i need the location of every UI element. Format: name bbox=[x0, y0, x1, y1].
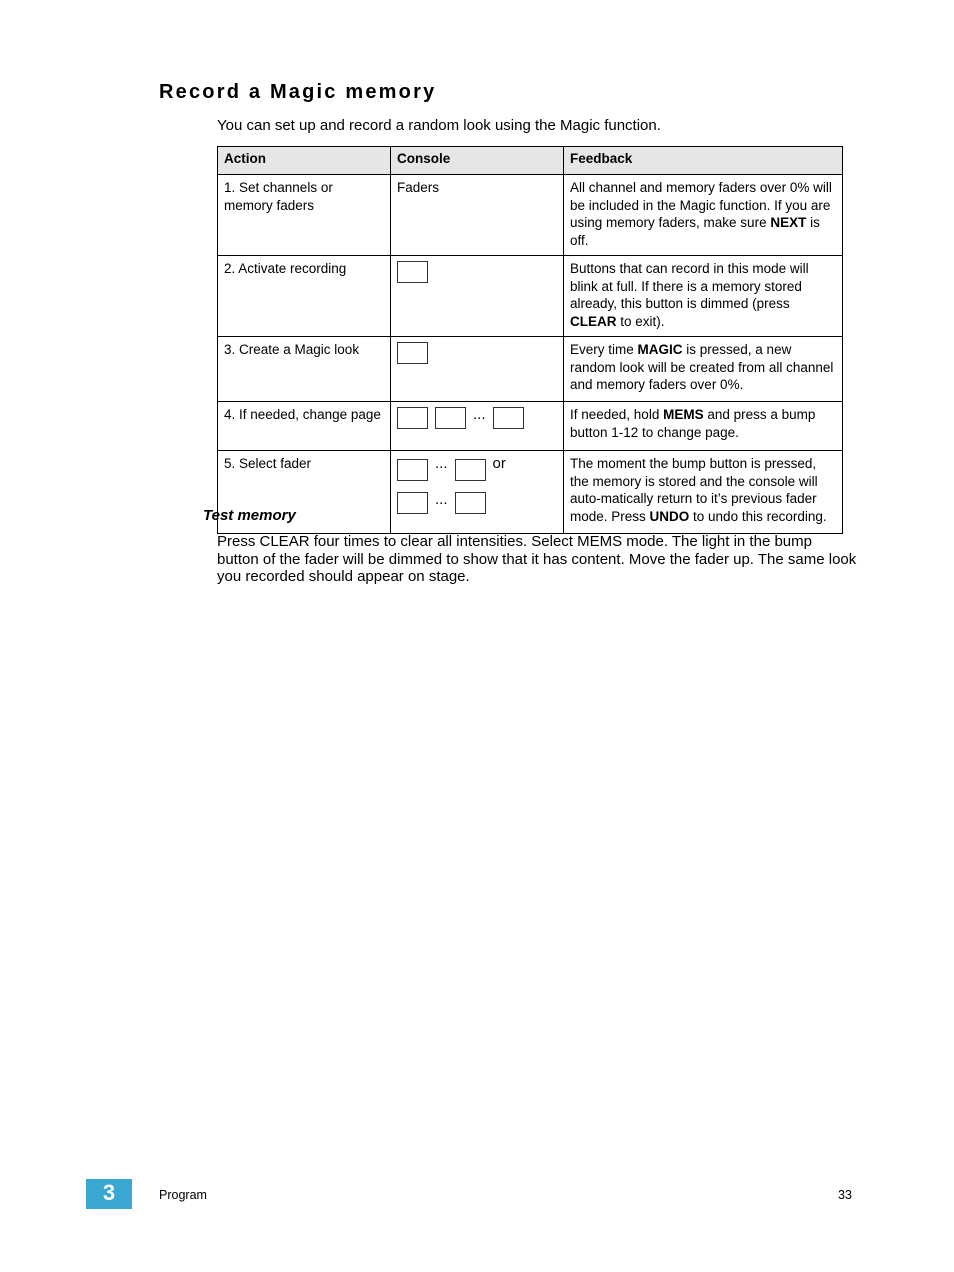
feedback-text: All channel and memory faders over 0% will be included in the Magic function. If you are using memory faders, make sure bbox=[570, 180, 832, 230]
ellipsis: ... bbox=[435, 491, 448, 508]
ellipsis: ... bbox=[473, 406, 486, 423]
bump-button-icon bbox=[397, 459, 428, 481]
action-cell: 3. Create a Magic look bbox=[218, 337, 391, 402]
action-cell: 1. Set channels or memory faders bbox=[218, 175, 391, 256]
record-button-icon bbox=[397, 261, 428, 283]
ellipsis: ... bbox=[435, 455, 448, 472]
feedback-text: and press a bump button 1-12 to change page. bbox=[570, 407, 816, 440]
table-row bbox=[218, 337, 843, 402]
bump-button-icon bbox=[435, 407, 466, 429]
chapter-badge: 3 bbox=[86, 1179, 132, 1209]
intro-text: You can set up and record a random look using the Magic function. bbox=[217, 117, 661, 134]
feedback-cell bbox=[564, 402, 843, 451]
feedback-text: The moment the bump button is pressed, the memory is stored and the console will auto-matically return to it’s previous fader mode. Press bbox=[570, 456, 818, 524]
magic-button-icon bbox=[397, 342, 428, 364]
footer-section-name: Program bbox=[159, 1188, 207, 1202]
bump-button-icon bbox=[455, 492, 486, 514]
feedback-text: If needed, hold bbox=[570, 407, 664, 422]
console-cell bbox=[391, 451, 564, 534]
table-row bbox=[218, 256, 843, 337]
feedback-cell bbox=[564, 175, 843, 256]
key-name: MAGIC bbox=[637, 342, 683, 357]
feedback-text: Buttons that can record in this mode will blink at full. If there is a memory stored already, this button is dimmed (press bbox=[570, 261, 809, 311]
key-name: UNDO bbox=[649, 508, 690, 524]
table-row bbox=[218, 451, 843, 534]
console-cell bbox=[391, 337, 564, 402]
bump-button-icon bbox=[493, 407, 524, 429]
key-name: MEMS bbox=[663, 407, 704, 422]
action-cell: 5. Select fader bbox=[218, 451, 391, 534]
column-header-console: Console bbox=[391, 147, 564, 175]
page-title: Record a Magic memory bbox=[159, 81, 437, 103]
action-cell: 4. If needed, change page bbox=[218, 402, 391, 451]
table-row bbox=[218, 402, 843, 451]
key-name: NEXT bbox=[770, 215, 807, 230]
bump-button-icon bbox=[397, 492, 428, 514]
console-cell bbox=[391, 402, 564, 451]
feedback-text: to exit). bbox=[616, 313, 665, 329]
table-header-row bbox=[218, 147, 843, 175]
feedback-cell bbox=[564, 337, 843, 402]
page-number: 33 bbox=[838, 1188, 852, 1202]
action-cell: 2. Activate recording bbox=[218, 256, 391, 337]
feedback-cell bbox=[564, 256, 843, 337]
bump-button-icon bbox=[455, 459, 486, 481]
feedback-text: is pressed, a new random look will be created from all channel and memory faders over 0%. bbox=[570, 342, 834, 392]
feedback-text: is off. bbox=[570, 215, 820, 248]
feedback-text: to undo this recording. bbox=[689, 508, 827, 524]
test-memory-text: Press CLEAR four times to clear all intensities. Select MEMS mode. The light in the bump button of the fader will be dimmed to show that it has content. Move the fader up. The same look you recorded should appear on stage. bbox=[217, 533, 857, 585]
feedback-text: Every time bbox=[570, 342, 638, 357]
mems-button-icon bbox=[397, 407, 428, 429]
table-row bbox=[218, 175, 843, 256]
column-header-feedback: Feedback bbox=[564, 147, 843, 175]
console-cell bbox=[391, 256, 564, 337]
feedback-cell bbox=[564, 451, 843, 534]
procedure-table bbox=[217, 146, 843, 534]
test-memory-heading: Test memory bbox=[203, 507, 296, 524]
or-label: or bbox=[492, 455, 506, 472]
console-cell: Faders bbox=[391, 175, 564, 256]
column-header-action: Action bbox=[218, 147, 391, 175]
key-name: CLEAR bbox=[570, 313, 617, 329]
